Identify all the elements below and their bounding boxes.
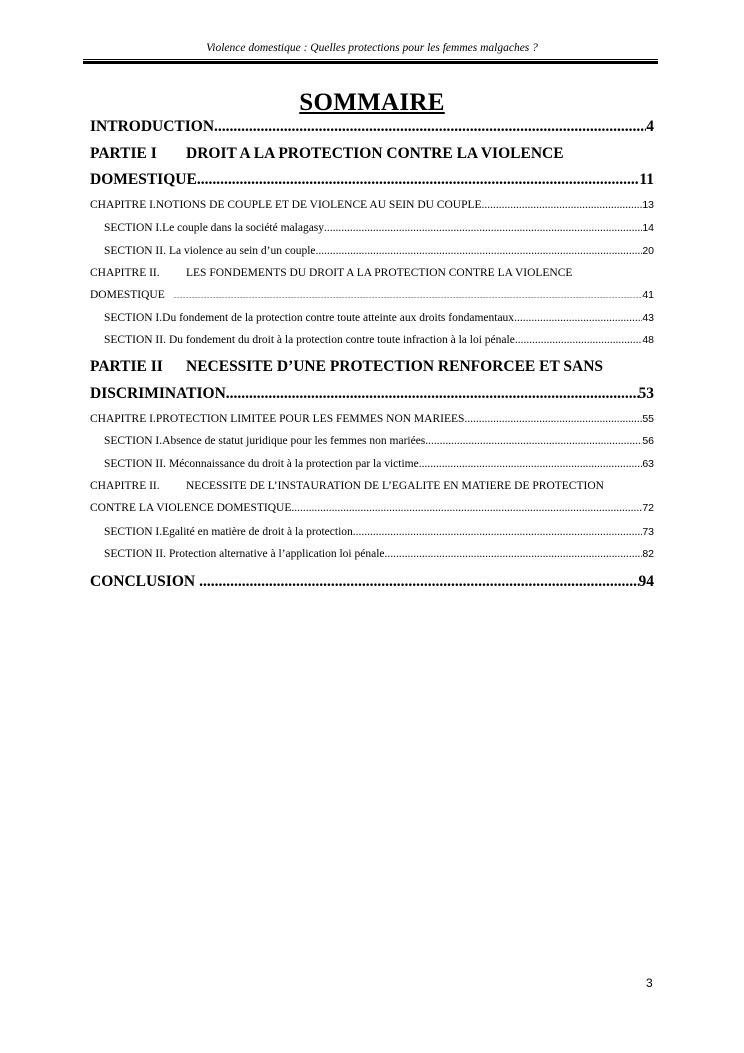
table-of-contents: [90, 118, 654, 600]
toc-entry-label: CHAPITRE I.: [90, 413, 156, 425]
toc-entry-chapitre[interactable]: [90, 413, 654, 435]
toc-entry-title: Absence de statut juridique pour les femmes non mariées: [162, 435, 426, 447]
toc-page-number: 41: [642, 289, 654, 301]
toc-page-number: 14: [642, 222, 654, 234]
toc-page-number: 56: [642, 435, 654, 447]
toc-entry-label: SECTION II.: [104, 458, 166, 470]
toc-leader: [316, 245, 643, 257]
toc-entry-title: La violence au sein d’un couple: [168, 245, 316, 257]
toc-leader: [353, 526, 643, 538]
toc-page-number: 48: [642, 334, 654, 346]
toc-leader: [464, 413, 642, 425]
toc-entry-title: LES FONDEMENTS DU DROIT A LA PROTECTION CONTRE LA VIOLENCE: [186, 267, 573, 279]
toc-leader: [514, 312, 642, 324]
toc-page-number: 43: [642, 312, 654, 324]
toc-entry-chapitre[interactable]: [90, 267, 654, 289]
toc-entry-title: DROIT A LA PROTECTION CONTRE LA VIOLENCE: [186, 145, 564, 162]
header-rule-thin: [83, 59, 658, 60]
toc-entry-title: Du fondement du droit à la protection contre toute infraction à la loi pénale: [168, 334, 515, 346]
toc-page-number: 53: [638, 385, 654, 402]
toc-entry-section[interactable]: [90, 526, 654, 548]
toc-entry-label: SECTION I.: [104, 526, 163, 538]
toc-entry-chapitre-continued[interactable]: [90, 502, 654, 526]
toc-page-number: 11: [639, 171, 654, 188]
toc-leader: [425, 435, 642, 447]
page-number: 3: [646, 976, 653, 990]
toc-entry-section[interactable]: [90, 458, 654, 480]
toc-page-number: 13: [642, 199, 654, 211]
toc-entry-label: SECTION I.: [104, 312, 163, 324]
page-title: SOMMAIRE: [299, 89, 445, 116]
toc-entry-title: Du fondement de la protection contre toute atteinte aux droits fondamentaux: [162, 312, 515, 324]
toc-leader: [324, 222, 642, 234]
toc-entry-label: INTRODUCTION: [90, 118, 215, 135]
toc-entry-title: NECESSITE DE L’INSTAURATION DE L’EGALITE EN MATIERE DE PROTECTION: [186, 480, 604, 492]
toc-entry-section[interactable]: [90, 548, 654, 573]
toc-entry-partie-1-continued[interactable]: [90, 171, 654, 199]
toc-entry-title: NECESSITE D’UNE PROTECTION RENFORCEE ET SANS: [186, 358, 604, 375]
toc-entry-section[interactable]: [90, 334, 654, 358]
toc-page-number: 63: [642, 458, 654, 470]
toc-entry-title: DOMESTIQUE: [90, 289, 165, 301]
toc-entry-title: Protection alternative à l’application loi pénale: [168, 548, 385, 560]
toc-entry-partie-2[interactable]: [90, 358, 654, 385]
toc-entry-label: PARTIE I: [90, 145, 157, 162]
running-header: Violence domestique : Quelles protections pour les femmes malgaches ?: [206, 42, 538, 54]
toc-leader: [482, 199, 643, 211]
toc-page-number: 94: [638, 573, 654, 590]
toc-entry-section[interactable]: [90, 245, 654, 267]
toc-entry-section[interactable]: [90, 435, 654, 458]
toc-entry-title: DISCRIMINATION: [90, 385, 226, 402]
toc-leader: [197, 171, 640, 189]
toc-entry-title: Méconnaissance du droit à la protection par la victime: [168, 458, 419, 470]
toc-entry-label: CHAPITRE I.: [90, 199, 156, 211]
toc-leader: [385, 548, 643, 560]
toc-entry-title: NOTIONS DE COUPLE ET DE VIOLENCE AU SEIN DU COUPLE: [155, 199, 482, 211]
toc-leader: [291, 502, 642, 514]
toc-page-number: 82: [642, 548, 654, 560]
toc-entry-label: PARTIE II: [90, 358, 163, 375]
toc-entry-title: Egalité en matière de droit à la protection: [162, 526, 353, 538]
toc-page-number: 4: [646, 118, 654, 135]
toc-entry-conclusion[interactable]: [90, 573, 654, 600]
toc-entry-title: Le couple dans la société malagasy: [162, 222, 325, 234]
toc-entry-section[interactable]: [90, 312, 654, 334]
toc-entry-partie-1[interactable]: [90, 145, 654, 171]
toc-leader: [419, 458, 643, 470]
toc-entry-label: SECTION II.: [104, 334, 166, 346]
toc-entry-label: CHAPITRE II.: [90, 480, 160, 492]
toc-entry-partie-2-continued[interactable]: [90, 385, 654, 413]
toc-entry-title: DOMESTIQUE: [90, 171, 197, 188]
toc-leader: [515, 334, 643, 346]
toc-entry-label: SECTION I.: [104, 222, 163, 234]
toc-page-number: 20: [642, 245, 654, 257]
toc-leader: [226, 385, 639, 403]
toc-entry-introduction[interactable]: [90, 118, 654, 145]
toc-page-number: 72: [642, 502, 654, 514]
toc-entry-title: CONTRE LA VIOLENCE DOMESTIQUE: [90, 502, 292, 514]
toc-entry-chapitre[interactable]: [90, 199, 654, 222]
toc-page-number: 73: [642, 526, 654, 538]
toc-leader: [214, 118, 646, 136]
toc-entry-label: SECTION II.: [104, 245, 166, 257]
toc-entry-label: SECTION II.: [104, 548, 166, 560]
toc-entry-section[interactable]: [90, 222, 654, 245]
toc-entry-label: CHAPITRE II.: [90, 267, 160, 279]
toc-entry-chapitre[interactable]: [90, 480, 654, 502]
toc-entry-label: CONCLUSION: [90, 573, 196, 590]
toc-leader: [173, 289, 642, 301]
toc-page-number: 55: [642, 413, 654, 425]
toc-entry-label: SECTION I.: [104, 435, 163, 447]
toc-entry-title: PROTECTION LIMITEE POUR LES FEMMES NON MARIEES: [155, 413, 465, 425]
toc-leader: [195, 573, 638, 591]
toc-entry-chapitre-continued[interactable]: [90, 289, 654, 312]
header-rule-thick: [83, 61, 658, 64]
